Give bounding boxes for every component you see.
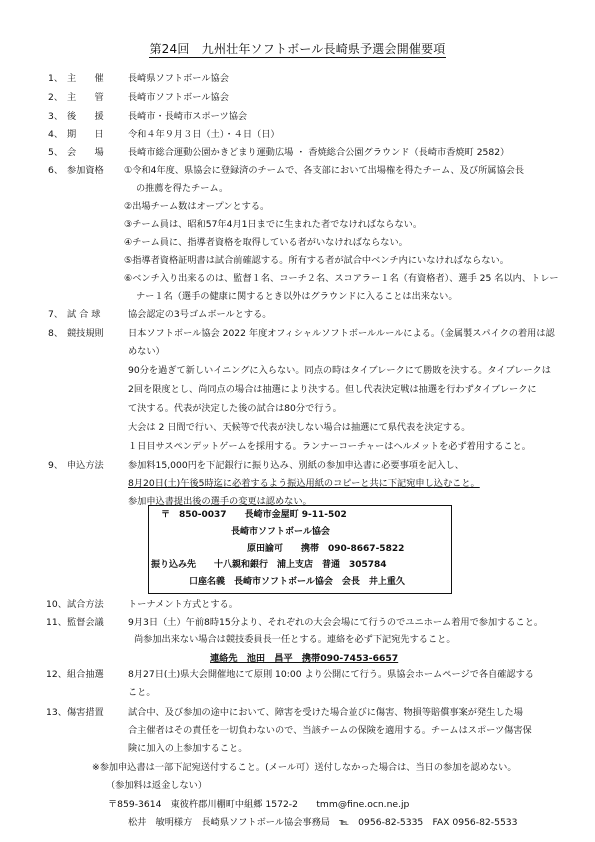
association-name: 長崎市ソフトボール協会 <box>231 527 330 537</box>
item-number: 4、 <box>48 129 64 140</box>
bank-info-box <box>148 505 452 594</box>
item-number: 5、 <box>48 147 64 158</box>
item-value: 長崎市ソフトボール協会 <box>128 92 229 103</box>
item-application <box>0 459 595 473</box>
rules-line: 2回を限度とし、尚同点の場合は抽選により決する。但し代表決定戦は抽選を行わずタイブレークに <box>128 384 537 395</box>
item-label: 主 催 <box>67 73 104 84</box>
page-title: 第24回 九州壮年ソフトボール長崎県予選会開催要項 <box>149 42 446 56</box>
note-line: ※参加申込書は一部下記宛送付すること。(メール可）送付しなかった場合は、当日の参加を認めない。 <box>92 762 517 773</box>
rules-line: 大会は 2 日間で行い、天候等で代表が決しない場合は抽選にて県代表を決定する。 <box>128 422 471 433</box>
meeting-line: 尚参加出来ない場合は競技委員長一任とする。連絡を必ず下記宛先すること。 <box>134 634 456 645</box>
item-label: 期 日 <box>67 129 104 140</box>
item-label: 監督会議 <box>67 617 104 628</box>
qualification-line: ナー１名（選手の健康に関するとき以外はグラウンドに入ることは出来ない。 <box>136 291 458 302</box>
qualification-line: ②出場チーム数はオープンとする。 <box>124 201 270 212</box>
item-value: 長崎市総合運動公園かきどまり運動広場 ・ 香焼総合公園グラウンド（長崎市香焼町 2582） <box>128 147 510 158</box>
qualification-line: ③チーム員は、昭和57年4月1日までに生まれた者でなければならない。 <box>124 219 423 230</box>
item-number: 9、 <box>48 460 64 471</box>
item-label: 会 場 <box>67 147 104 158</box>
account-holder: 口座名義 長崎市ソフトボール協会 会長 井上重久 <box>189 577 405 587</box>
item-manager <box>0 91 595 105</box>
item-value: 日本ソフトボール協会 2022 年度オフィシャルソフトボールルールによる。（金属製スパイクの着用は認 <box>128 328 555 339</box>
item-number: 10、 <box>46 599 67 610</box>
footer-address: 〒859-3614 東彼杵郡川棚町中組郷 1572-2 tmm@fine.ocn.ne.jp <box>108 799 410 810</box>
injury-line: 険に加入の上参加すること。 <box>128 743 248 754</box>
item-number: 13、 <box>46 707 67 718</box>
item-value: 9月3日（土）午前8時15分より、それぞれの大会会場にて行うのでユニホーム着用で参加すること。 <box>128 617 544 628</box>
item-number: 12、 <box>46 669 67 680</box>
item-value: 令和４年９月３日（土）・４日（日） <box>128 129 280 140</box>
item-label: 傷害措置 <box>67 707 104 718</box>
item-value: 8月27日(土)県大会開催地にて原則 10:00 より公開にて行う。県協会ホームページで各自確認する <box>128 669 534 680</box>
qualification-line: ④チーム員に、指導者資格を取得している者がいなければならない。 <box>124 237 408 248</box>
item-label: 主 管 <box>67 92 104 103</box>
rules-line: １日目サスペンデットゲームを採用する。ランナーコーチャーはヘルメットを必ず着用すること。 <box>128 441 531 452</box>
item-format <box>0 598 595 612</box>
item-injury <box>0 706 595 720</box>
item-value: 長崎市・長崎市スポーツ協会 <box>128 111 248 122</box>
rules-line: 90分を過ぎて新しいイニングに入らない。同点の時はタイブレークにて勝敗を決する。タイブレークは <box>128 365 551 376</box>
qualification-line: ⑥ベンチ入り出来るのは、監督１名、コーチ２名、スコアラー１名（有資格者）、選手 25 名以内、トレー <box>124 273 559 284</box>
item-support <box>0 110 595 124</box>
item-qualifications <box>0 164 595 178</box>
item-value: 試合中、及び参加の途中において、障害を受けた場合並びに傷害、物損等賠償事案が発生した場 <box>128 707 523 718</box>
item-number: 2、 <box>48 92 64 103</box>
application-deadline: 8月20日(土)午後5時迄に必着するよう振込用紙のコピーと共に下記宛申し込むこと。 <box>128 478 480 489</box>
qualification-line: ⑤指導者資格証明書は試合前確認する。所有する者が試合中ベンチ内にいなければならない。 <box>124 255 509 266</box>
application-line: 参加申込書提出後の選手の変更は認めない。 <box>128 496 312 507</box>
item-value: ①令和4年度、県協会に登録済のチームで、各支部において出場権を得たチーム、及び所属協会長 <box>124 165 525 176</box>
item-draw <box>0 668 595 682</box>
item-label: 組合抽選 <box>67 669 104 680</box>
contact-line: 連絡先 池田 昌平 携帯090-7453-6657 <box>210 653 399 664</box>
item-rules <box>0 327 595 341</box>
item-label: 後 援 <box>67 111 104 122</box>
item-label: 試 合 球 <box>67 309 101 320</box>
item-date <box>0 128 595 142</box>
item-number: 11、 <box>46 617 67 628</box>
draw-line: こと。 <box>128 687 156 698</box>
rules-line: めない） <box>128 346 165 357</box>
postal-address: 〒 850-0037 長崎市金屋町 9-11-502 <box>161 510 347 520</box>
item-value: トーナメント方式とする。 <box>128 599 238 610</box>
item-value: 協会認定の3号ゴムボールとする。 <box>128 309 272 320</box>
item-manager-meeting <box>0 616 595 630</box>
item-label: 競技規則 <box>67 328 104 339</box>
item-number: 3、 <box>48 111 64 122</box>
qualification-line: の推薦を得たチーム。 <box>136 183 229 194</box>
item-ball <box>0 308 595 322</box>
note-line: （参加料は返金しない） <box>106 780 208 791</box>
footer-office: 松井 敏明様方 長崎県ソフトボール協会事務局 ℡ 0956-82-5335 FAX 0956-82-5533 <box>128 817 518 828</box>
item-venue <box>0 146 595 160</box>
item-label: 申込方法 <box>67 460 104 471</box>
item-label: 参加資格 <box>67 165 104 176</box>
item-number: 6、 <box>48 165 64 176</box>
item-label: 試合方法 <box>67 599 104 610</box>
item-organizer <box>0 72 595 86</box>
item-number: 8、 <box>48 328 64 339</box>
injury-line: 合主催者はその責任を一切負わないので、当該チームの保険を適用する。チームはスポーツ傷害保 <box>128 725 532 736</box>
bank-transfer: 振り込み先 十八親和銀行 浦上支店 普通 305784 <box>151 560 387 570</box>
item-number: 1、 <box>48 73 64 84</box>
rules-line: て決する。代表が決定した後の試合は80分で行う。 <box>128 403 342 414</box>
item-value: 長崎県ソフトボール協会 <box>128 73 229 84</box>
item-number: 7、 <box>48 309 64 320</box>
contact-person: 原田諭可 携帯 090-8667-5822 <box>247 544 405 554</box>
item-value: 参加料15,000円を下記銀行に振り込み、別紙の参加申込書に必要事項を記入し、 <box>128 460 464 471</box>
